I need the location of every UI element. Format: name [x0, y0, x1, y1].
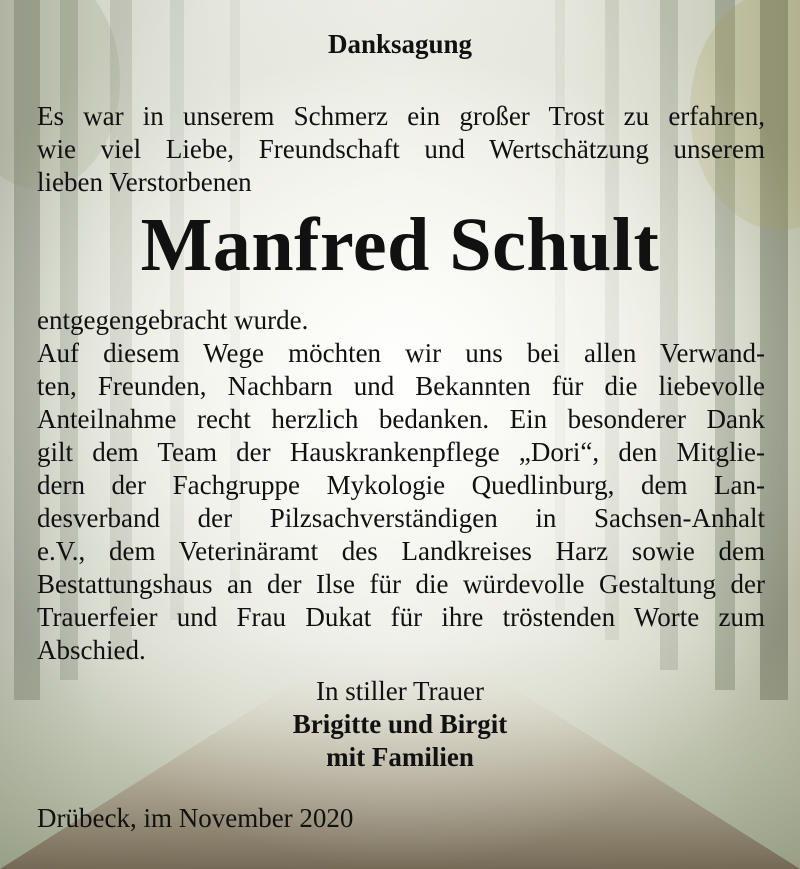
body-line: Anteilnahme recht herzlich bedanken. Ein besonderer Dank: [37, 404, 765, 434]
body-line: Trauerfeier und Frau Dukat für ihre tröstenden Worte zum: [37, 602, 765, 632]
body-line: dern der Fachgruppe Mykologie Quedlinburg, dem Lan-: [37, 470, 765, 500]
body-line: desverband der Pilzsachverständigen in Sachsen-Anhalt: [37, 503, 765, 533]
body-line: Abschied.: [37, 635, 146, 665]
closing-phrase: In stiller Trauer: [316, 676, 484, 706]
place-date: Drübeck, im November 2020: [37, 803, 354, 833]
notice-title: Danksagung: [327, 29, 473, 59]
mourners-names: Brigitte und Birgit: [292, 709, 508, 739]
intro-line: lieben Verstorbenen: [37, 167, 252, 197]
intro-line: Es war in unserem Schmerz ein großer Trost zu erfahren,: [37, 101, 765, 131]
body-line: e.V., dem Veterinäramt des Landkreises Harz sowie dem: [37, 536, 765, 566]
body-line: Auf diesem Wege möchten wir uns bei allen Verwand-: [37, 338, 765, 368]
body-line: gilt dem Team der Hauskrankenpflege „Dori“, den Mitglie-: [37, 437, 765, 467]
mourners-family: mit Familien: [326, 742, 474, 772]
intro-line: wie viel Liebe, Freundschaft und Wertschätzung unserem: [37, 134, 765, 164]
body-line: ten, Freunden, Nachbarn und Bekannten für die liebevolle: [37, 371, 765, 401]
deceased-name: Manfred Schult: [140, 203, 660, 287]
body-line: Bestattungshaus an der Ilse für die würdevolle Gestaltung der: [37, 569, 765, 599]
body-line: entgegengebracht wurde.: [37, 305, 309, 335]
